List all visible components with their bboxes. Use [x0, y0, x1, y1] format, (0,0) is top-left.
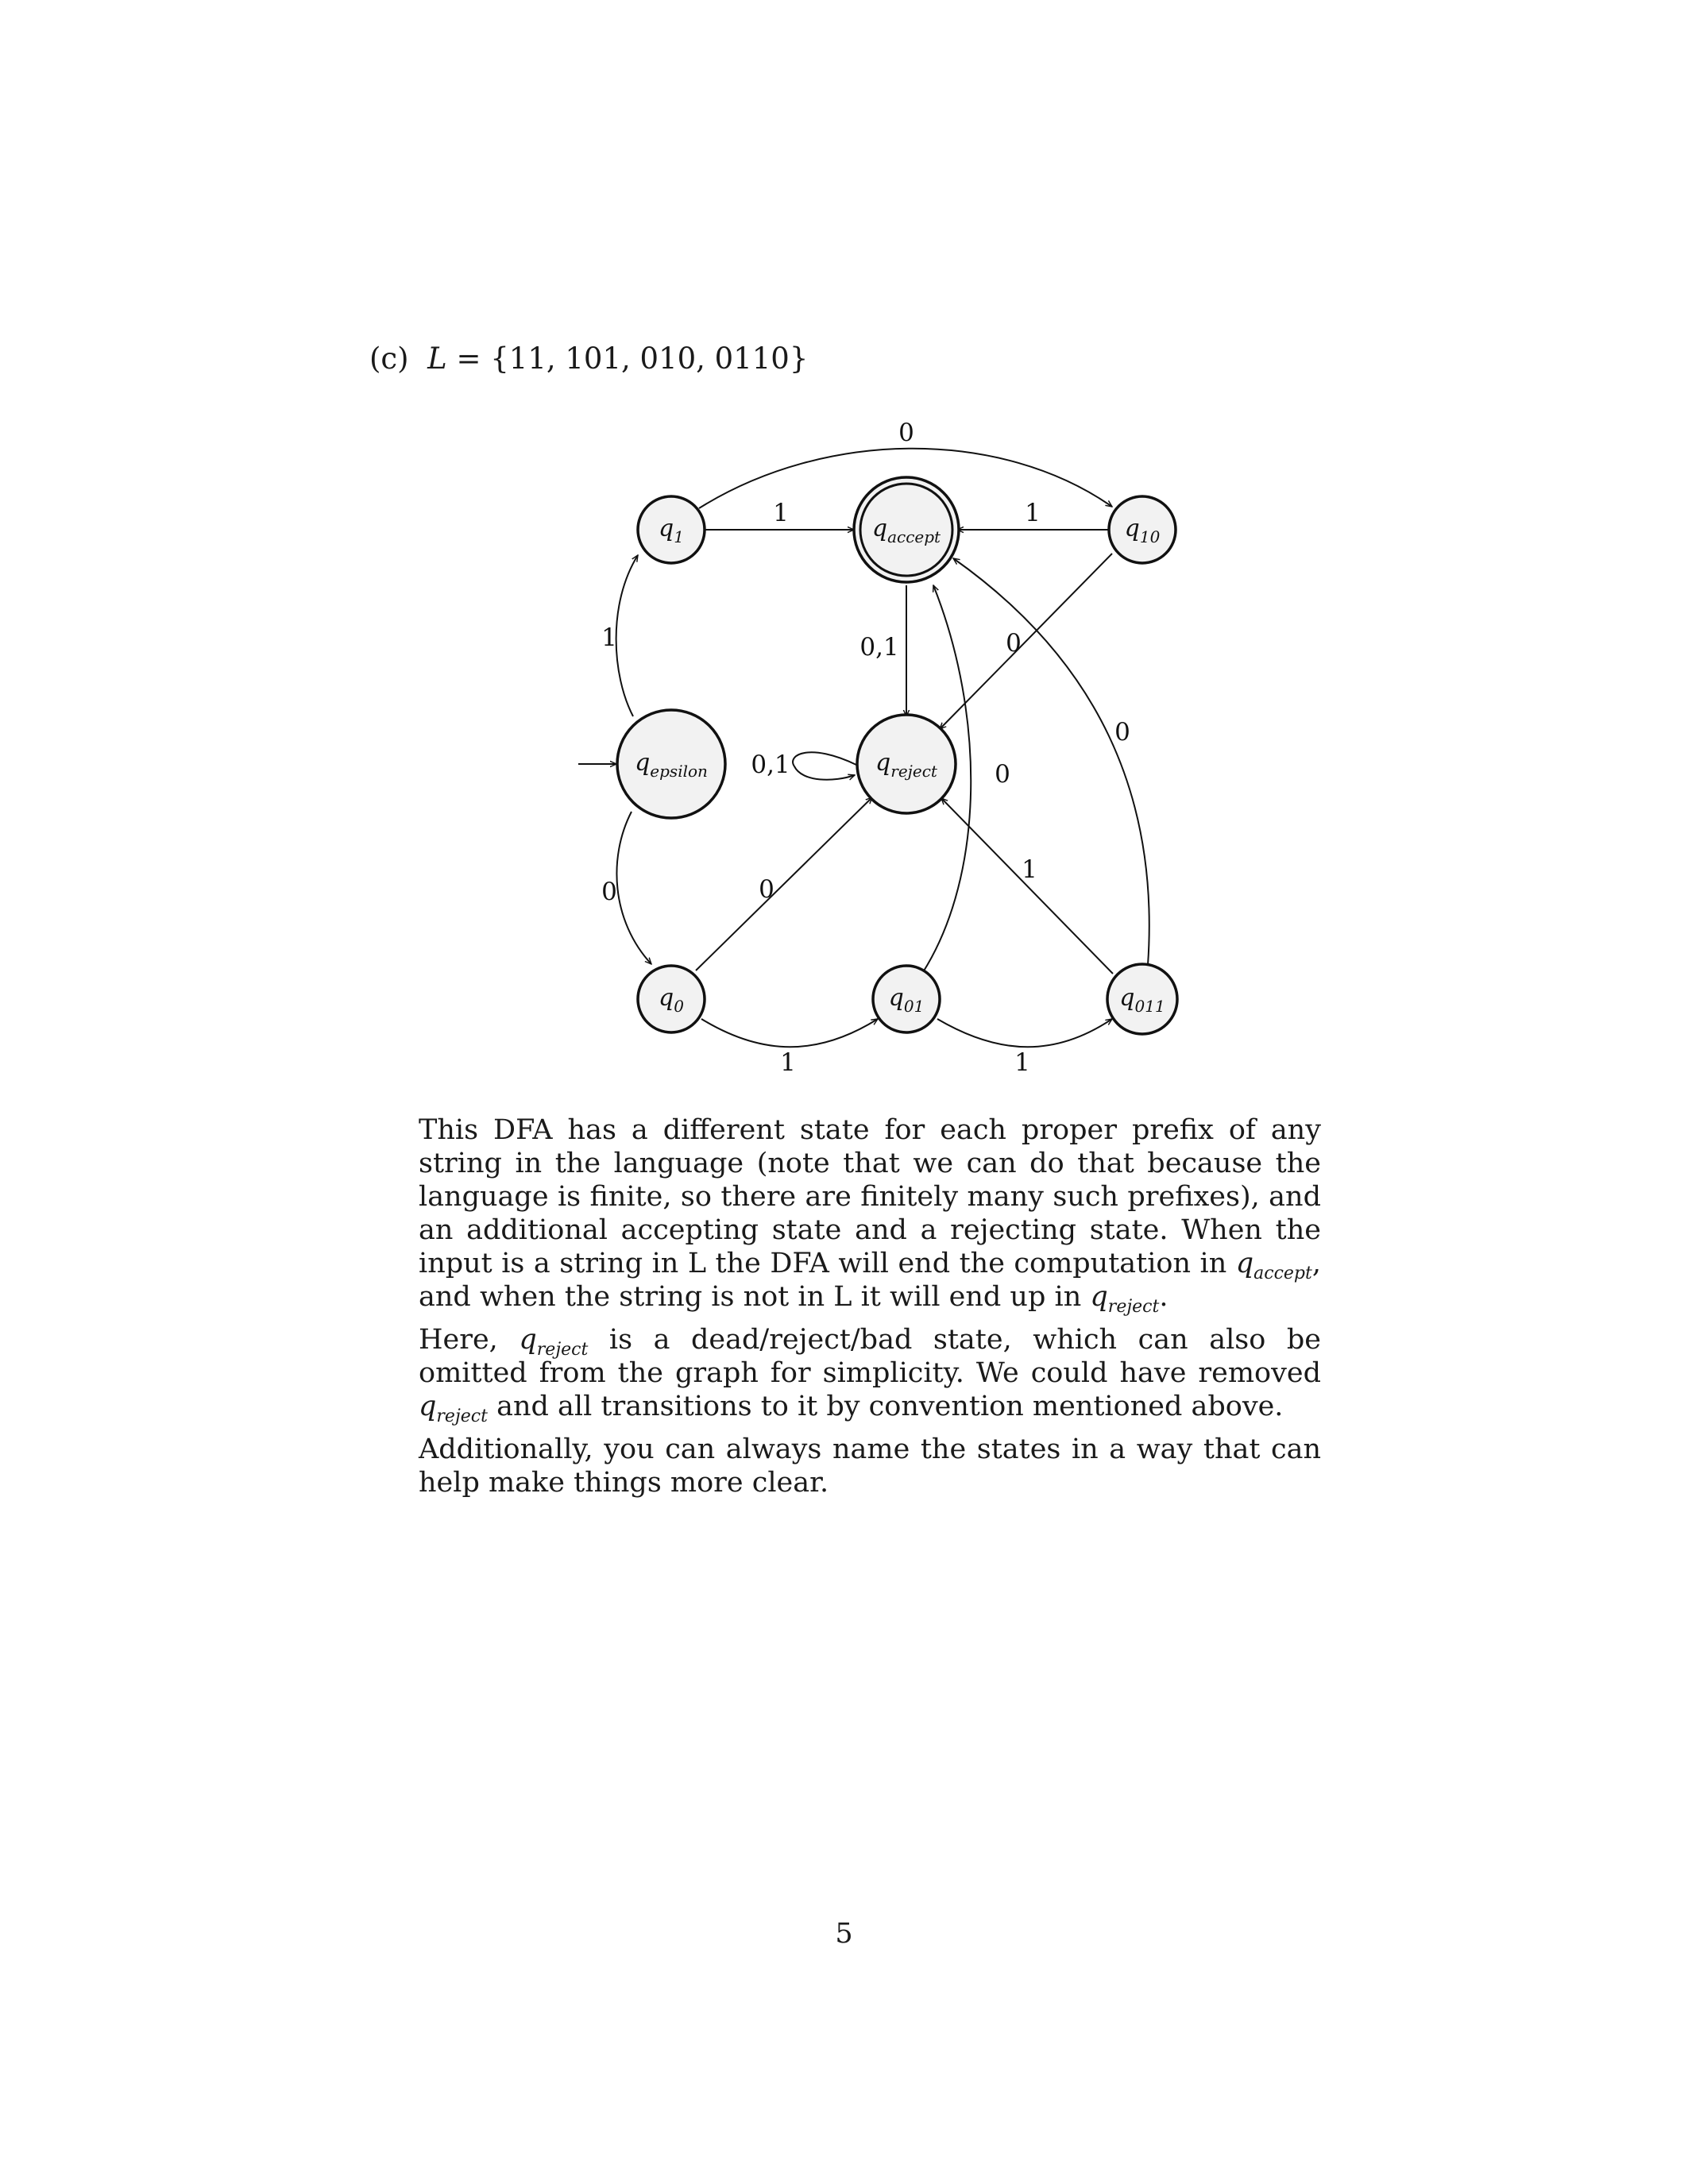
label-q0-q01: 1 — [780, 1048, 796, 1077]
state-base: q — [875, 749, 891, 777]
state-sub: 011 — [1134, 997, 1165, 1016]
state-sub: 1 — [674, 527, 684, 546]
p2-text-a: Here, — [419, 1324, 498, 1356]
state-q-0 — [638, 966, 705, 1032]
q-accept-inline: $q_{accept}$ — [1235, 1248, 1312, 1283]
p1-text-a: This DFA has a different state for each proper prefix of any string in the language (note that we can do that because the language is finite, so there are finitely many such prefixes), and an additional accepting state and a rejecting state. When the input is a string in L the DFA will end the computation in — [419, 1114, 1321, 1279]
state-base: q — [635, 749, 651, 777]
state-sub: 01 — [903, 997, 925, 1016]
set-members: {11, 101, 010, 0110} — [490, 341, 809, 376]
label-qeps-q0: 0 — [601, 878, 617, 906]
set-name: L — [427, 341, 447, 376]
label-q10-qreject: 0 — [1006, 629, 1022, 658]
state-q-01 — [873, 966, 940, 1032]
edge-q0-qreject — [696, 797, 872, 970]
label-qaccept-qreject: 0,1 — [859, 633, 899, 662]
q-reject-inline: $q_{reject}$ — [519, 1324, 589, 1360]
state-base: q — [659, 984, 674, 1012]
explanation-text — [419, 1113, 1321, 1509]
paragraph-2 — [419, 1323, 1321, 1426]
state-q-011 — [1107, 964, 1177, 1034]
state-q-epsilon — [617, 710, 725, 818]
state-base: q — [871, 515, 888, 542]
state-base: q — [1124, 515, 1140, 542]
page-number: 5 — [835, 1918, 853, 1950]
equals-sign: = — [456, 341, 481, 376]
state-sub: reject — [890, 762, 937, 781]
p2-text-c: and all transitions to it by convention mentioned above. — [496, 1391, 1284, 1422]
p1-text-b: , and when the string is not in L it will end up in — [419, 1248, 1321, 1313]
state-base: q — [888, 984, 904, 1012]
state-q-1 — [638, 496, 705, 563]
state-sub: 0 — [674, 997, 684, 1016]
label-q10-qaccept: 1 — [1025, 499, 1041, 527]
state-base: q — [1119, 984, 1135, 1012]
state-sub: accept — [887, 527, 941, 546]
edge-qeps-q1 — [616, 555, 638, 716]
edge-q011-qaccept — [953, 558, 1149, 965]
label-q01-q011: 1 — [1014, 1048, 1030, 1077]
item-label: (c) — [369, 341, 409, 376]
state-q-10 — [1109, 496, 1176, 563]
state-base: q — [659, 515, 674, 542]
label-qreject-self: 0,1 — [751, 751, 790, 779]
edge-q0-q01 — [701, 1019, 878, 1047]
state-q-accept — [854, 477, 959, 582]
label-q01-qaccept: 0 — [995, 760, 1010, 789]
label-q1-qaccept: 1 — [773, 499, 789, 527]
label-q0-qreject: 0 — [759, 875, 774, 904]
q-reject-inline: $q_{reject}$ — [419, 1391, 488, 1426]
edge-qreject-self — [793, 752, 856, 779]
state-q-reject — [857, 715, 956, 813]
label-q1-q10: 0 — [898, 419, 914, 447]
state-sub: epsilon — [650, 762, 708, 781]
label-q011-qreject: 1 — [1022, 855, 1037, 884]
edge-qeps-q0 — [616, 812, 651, 964]
label-qeps-q1: 1 — [601, 623, 617, 652]
label-q011-qaccept: 0 — [1114, 718, 1130, 747]
edge-q011-qreject — [941, 798, 1113, 974]
paragraph-3: Additionally, you can always name the states in a way that can help make things more clear. — [419, 1433, 1321, 1499]
edge-q01-q011 — [937, 1019, 1112, 1047]
paragraph-1 — [419, 1113, 1321, 1317]
state-sub: 10 — [1139, 527, 1161, 546]
p2-text-b: is a dead/reject/bad state, which can also be omitted from the graph for simplicity. We could have removed — [419, 1324, 1321, 1389]
p1-text-c: . — [1159, 1281, 1168, 1313]
q-reject-inline: $q_{reject}$ — [1090, 1281, 1160, 1317]
